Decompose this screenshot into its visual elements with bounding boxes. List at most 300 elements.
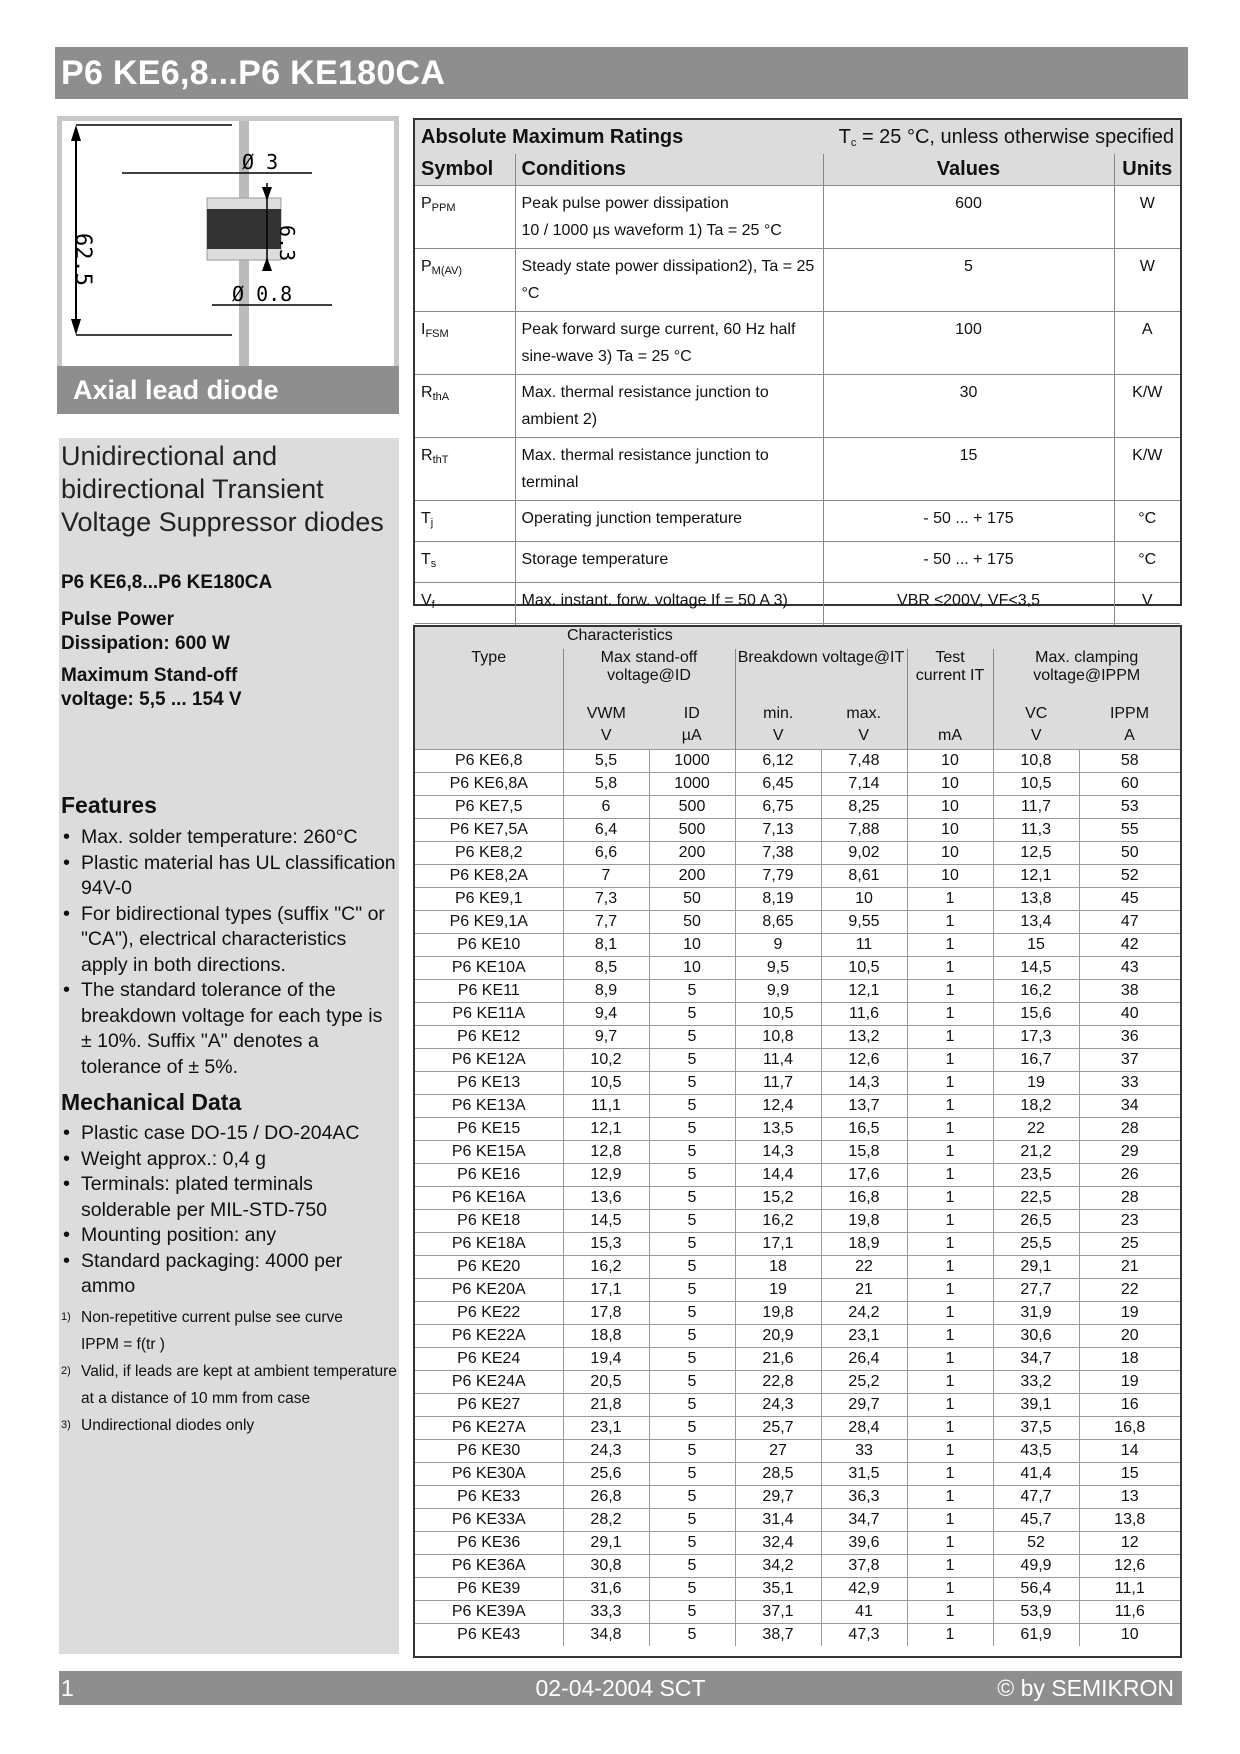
type-cell: P6 KE39A [415,1600,563,1623]
type-cell: P6 KE12A [415,1048,563,1071]
footer-date: 02-04-2004 SCT [535,1675,706,1701]
value-cell: 5 [649,1623,735,1646]
value-cell: 15 [1079,1462,1180,1485]
symbol-header: max. [821,705,907,727]
value-cell: 30,8 [563,1554,649,1577]
value-cell: 10 [907,841,993,864]
value-cell: 47,7 [993,1485,1079,1508]
value-cell: 11,7 [735,1071,821,1094]
diode-diagram-box [57,116,399,414]
value-cell: 13,6 [563,1186,649,1209]
value-cell: 1 [907,1393,993,1416]
value-cell: 26,4 [821,1347,907,1370]
value-cell: 22 [821,1255,907,1278]
unit-cell: V [1114,583,1180,624]
list-item: • Weight approx.: 0,4 g [61,1147,397,1173]
mechanical-list [61,1121,397,1300]
type-cell: P6 KE15 [415,1117,563,1140]
value-cell: 6,45 [735,772,821,795]
value-cell: 10 [649,956,735,979]
unit-cell: °C [1114,501,1180,542]
type-cell: P6 KE6,8 [415,749,563,772]
value-cell: 17,1 [735,1232,821,1255]
value-cell: 11,1 [563,1094,649,1117]
value-cell: 19 [1079,1301,1180,1324]
diagram-caption: Axial lead diode [57,366,399,414]
value-cell: 1 [907,1416,993,1439]
value-cell: 26,5 [993,1209,1079,1232]
table-title-row [415,120,1180,154]
value-cell: 600 [823,186,1114,249]
value-cell: 6,12 [735,749,821,772]
value-cell: 37,8 [821,1554,907,1577]
value-cell: 12,8 [563,1140,649,1163]
unit-header: V [821,727,907,749]
footnote [61,1412,397,1439]
value-cell: 10 [907,795,993,818]
symbol-header: ID [649,705,735,727]
value-cell: 55 [1079,818,1180,841]
list-item: • Mounting position: any [61,1223,397,1249]
type-cell: P6 KE43 [415,1623,563,1646]
value-cell: 11,6 [821,1002,907,1025]
footnote-number: 2) [61,1365,71,1377]
value-cell: 17,8 [563,1301,649,1324]
table-row [415,910,1180,933]
value-cell: 10,8 [735,1025,821,1048]
table-row [415,1577,1180,1600]
value-cell: 24,3 [563,1439,649,1462]
value-cell: 1 [907,1554,993,1577]
value-cell: 1 [907,1531,993,1554]
value-cell: 39,1 [993,1393,1079,1416]
page-number: 1 [61,1675,74,1701]
value-cell: 13,8 [1079,1508,1180,1531]
standoff-label: Maximum Stand-off [61,665,238,686]
value-cell: 60 [1079,772,1180,795]
symbol-header: VC [993,705,1079,727]
value-cell: 15 [823,438,1114,501]
type-cell: P6 KE8,2A [415,864,563,887]
table-row [415,312,1180,375]
footnote-number: 1) [61,1311,71,1323]
value-cell: 33 [821,1439,907,1462]
value-cell: 500 [649,795,735,818]
value-cell: 1 [907,1623,993,1646]
table-row [415,1347,1180,1370]
value-cell: 47,3 [821,1623,907,1646]
value-cell: 5 [649,1370,735,1393]
value-cell: 12 [1079,1531,1180,1554]
value-cell: 1 [907,1370,993,1393]
symbol-cell: $V_f$ [415,583,515,624]
value-cell: 23 [1079,1209,1180,1232]
value-cell: 35,1 [735,1577,821,1600]
value-cell: 5 [649,1117,735,1140]
value-cell: 7,79 [735,864,821,887]
footer-copyright: © by SEMIKRON [997,1675,1174,1701]
value-cell: 1 [907,933,993,956]
value-cell: 5,8 [563,772,649,795]
value-cell: 10 [1079,1623,1180,1646]
type-cell: P6 KE15A [415,1140,563,1163]
value-cell: 33,2 [993,1370,1079,1393]
table-row [415,772,1180,795]
value-cell: 1 [907,1324,993,1347]
conditions-cell: Max. thermal resistance junction to ambient 2) [515,375,823,438]
value-cell: 20,5 [563,1370,649,1393]
value-cell: 16,2 [563,1255,649,1278]
value-cell: 7,13 [735,818,821,841]
value-cell: 30 [823,375,1114,438]
dim-body-dia-label: Ø 3 [242,150,279,174]
value-cell: 49,9 [993,1554,1079,1577]
header-conditions: Conditions [515,154,823,186]
value-cell: 5 [649,1416,735,1439]
value-cell: 37,1 [735,1600,821,1623]
value-cell: 6,4 [563,818,649,841]
value-cell: 24,2 [821,1301,907,1324]
table-row [415,1209,1180,1232]
value-cell: 31,4 [735,1508,821,1531]
table-row [415,1462,1180,1485]
value-cell: 15,6 [993,1002,1079,1025]
table-row [415,1416,1180,1439]
conditions-cell: Storage temperature [515,542,823,583]
value-cell: 38 [1079,979,1180,1002]
value-cell: 11 [821,933,907,956]
value-cell: 9,9 [735,979,821,1002]
value-cell: 7,7 [563,910,649,933]
value-cell: 12,1 [993,864,1079,887]
table-row [415,749,1180,772]
value-cell: 5 [649,1324,735,1347]
value-cell: 23,1 [821,1324,907,1347]
diode-outline-svg [62,121,394,366]
type-cell: P6 KE10A [415,956,563,979]
footnote [61,1304,397,1331]
unit-cell: A [1114,312,1180,375]
value-cell: 1 [907,1347,993,1370]
value-cell: 5 [649,1071,735,1094]
value-cell: 43 [1079,956,1180,979]
type-cell: P6 KE27 [415,1393,563,1416]
type-cell: P6 KE7,5A [415,818,563,841]
value-cell: 12,5 [993,841,1079,864]
table-row [415,1025,1180,1048]
value-cell: 8,25 [821,795,907,818]
diode-band [207,209,281,249]
value-cell: 29,7 [821,1393,907,1416]
value-cell: 1 [907,1508,993,1531]
table-row [415,1255,1180,1278]
table-row [415,438,1180,501]
type-cell: P6 KE30A [415,1462,563,1485]
type-cell: P6 KE24 [415,1347,563,1370]
value-cell: 5 [649,1508,735,1531]
value-cell: 16 [1079,1393,1180,1416]
value-cell: 5 [649,1163,735,1186]
value-cell: 5 [649,1048,735,1071]
value-cell: 8,9 [563,979,649,1002]
value-cell: 6,75 [735,795,821,818]
value-cell: 10,5 [821,956,907,979]
value-cell: 14,5 [993,956,1079,979]
value-cell: 20,9 [735,1324,821,1347]
type-cell: P6 KE16A [415,1186,563,1209]
value-cell: 43,5 [993,1439,1079,1462]
type-cell: P6 KE13A [415,1094,563,1117]
mechanical-title: Mechanical Data [61,1089,242,1115]
value-cell: 1 [907,1071,993,1094]
value-cell: 11,3 [993,818,1079,841]
list-item: • The standard tolerance of the breakdown voltage for each type is ± 10%. Suffix "A" denotes a tolerance of ± 5%. [61,978,397,1080]
value-cell: 10 [821,887,907,910]
value-cell: 19 [993,1071,1079,1094]
list-item: • Standard packaging: 4000 per ammo [61,1249,397,1300]
table-row [415,1554,1180,1577]
value-cell: 29,1 [993,1255,1079,1278]
type-cell: P6 KE39 [415,1577,563,1600]
value-cell: 29,7 [735,1485,821,1508]
value-cell: 9,4 [563,1002,649,1025]
value-cell: 10,5 [563,1071,649,1094]
footnote-text: Non-repetitive current pulse see curve [81,1309,343,1326]
value-cell: 1 [907,1140,993,1163]
table-row [415,1163,1180,1186]
table-row [415,1623,1180,1646]
value-cell: 25,5 [993,1232,1079,1255]
standoff-value: voltage: 5,5 ... 154 V [61,689,242,710]
value-cell: 16,7 [993,1048,1079,1071]
value-cell: 45 [1079,887,1180,910]
value-cell: 10,5 [993,772,1079,795]
table-row [415,1600,1180,1623]
value-cell: 34,7 [821,1508,907,1531]
table-row [415,1002,1180,1025]
value-cell: 41 [821,1600,907,1623]
value-cell: 1 [907,1025,993,1048]
dim-body-len-label: 6.3 [275,225,299,262]
symbol-header: IPPM [1079,705,1180,727]
value-cell: 5 [649,1393,735,1416]
value-cell: 32,4 [735,1531,821,1554]
value-cell: 13,5 [735,1117,821,1140]
value-cell: 27 [735,1439,821,1462]
type-cell: P6 KE8,2 [415,841,563,864]
value-cell: 5 [649,1301,735,1324]
table-row [415,795,1180,818]
amr-title: Absolute Maximum Ratings [421,125,684,148]
table-row [415,1508,1180,1531]
value-cell: 5 [649,1439,735,1462]
value-cell: 1 [907,1600,993,1623]
value-cell: 100 [823,312,1114,375]
value-cell: 1 [907,1186,993,1209]
type-cell: P6 KE9,1A [415,910,563,933]
value-cell: 28,5 [735,1462,821,1485]
value-cell: 1 [907,1439,993,1462]
value-cell: 9,5 [735,956,821,979]
value-cell: 30,6 [993,1324,1079,1347]
table-row [415,1301,1180,1324]
type-cell: P6 KE33A [415,1508,563,1531]
value-cell: 16,2 [735,1209,821,1232]
value-cell: 34 [1079,1094,1180,1117]
value-cell: 11,7 [993,795,1079,818]
value-cell: 28,2 [563,1508,649,1531]
value-cell: 15 [993,933,1079,956]
symbol-header: min. [735,705,821,727]
characteristics-table [413,625,1182,1658]
type-cell: P6 KE16 [415,1163,563,1186]
value-cell: 1 [907,1209,993,1232]
value-cell: 15,2 [735,1186,821,1209]
value-cell: 23,1 [563,1416,649,1439]
amr-condition: $T_c = 25$ °C, unless otherwise specified [838,125,1174,149]
value-cell: 21 [821,1278,907,1301]
value-cell: 21,6 [735,1347,821,1370]
value-cell: 18,9 [821,1232,907,1255]
value-cell: 10 [907,818,993,841]
value-cell: 19 [1079,1370,1180,1393]
left-panel [59,438,399,1654]
unit-cell: W [1114,249,1180,312]
table-row [415,818,1180,841]
header-values: Values [823,154,1114,186]
value-cell: 37 [1079,1048,1180,1071]
type-cell: P6 KE22 [415,1301,563,1324]
value-cell: 18,8 [563,1324,649,1347]
list-item: • For bidirectional types (suffix "C" or "CA"), electrical characteristics apply in both directions. [61,902,397,979]
value-cell: 13,7 [821,1094,907,1117]
value-cell: 25,6 [563,1462,649,1485]
value-cell: 7,3 [563,887,649,910]
symbol-header [907,705,993,727]
table-header-row [415,154,1180,186]
value-cell: 8,1 [563,933,649,956]
value-cell: 14,3 [735,1140,821,1163]
arrow-icon [71,125,81,141]
value-cell: 1000 [649,772,735,795]
value-cell: 22 [993,1117,1079,1140]
value-cell: 53,9 [993,1600,1079,1623]
value-cell: 12,4 [735,1094,821,1117]
value-cell: 31,9 [993,1301,1079,1324]
value-cell: 10 [907,772,993,795]
value-cell: 16,5 [821,1117,907,1140]
diode-drawing [62,121,394,366]
page-title: P6 KE6,8...P6 KE180CA [61,54,446,92]
features-title: Features [61,792,157,818]
pulse-power-label: Pulse Power [61,609,174,630]
value-cell: 21,8 [563,1393,649,1416]
value-cell: 9,7 [563,1025,649,1048]
col-standoff: Max stand-off voltage@ID [563,649,735,705]
value-cell: 52 [1079,864,1180,887]
value-cell: 45,7 [993,1508,1079,1531]
features-list [61,825,397,1080]
table-row [415,1186,1180,1209]
unit-cell: K/W [1114,375,1180,438]
value-cell: 13,8 [993,887,1079,910]
value-cell: 37,5 [993,1416,1079,1439]
value-cell: 26,8 [563,1485,649,1508]
table-row [415,1324,1180,1347]
value-cell: 1 [907,1002,993,1025]
value-cell: VBR ≤200V, VF<3,5 [823,583,1114,624]
footnotes [61,1304,397,1439]
product-description: Unidirectional and bidirectional Transient Voltage Suppressor diodes [61,441,384,537]
value-cell: 5 [649,1462,735,1485]
value-cell: 39,6 [821,1531,907,1554]
unit-header: V [563,727,649,749]
value-cell: 13,4 [993,910,1079,933]
list-item: • Plastic case DO-15 / DO-204AC [61,1121,397,1147]
value-cell: 6 [563,795,649,818]
type-cell: P6 KE27A [415,1416,563,1439]
col-clamping: Max. clamping voltage@IPPM [993,649,1180,705]
value-cell: 5 [823,249,1114,312]
table-row [415,956,1180,979]
value-cell: 19 [735,1278,821,1301]
type-cell: P6 KE13 [415,1071,563,1094]
value-cell: - 50 ... + 175 [823,501,1114,542]
table-row [415,1048,1180,1071]
footnote [61,1358,397,1412]
value-cell: 40 [1079,1002,1180,1025]
value-cell: 21 [1079,1255,1180,1278]
value-cell: 31,5 [821,1462,907,1485]
value-cell: 18,2 [993,1094,1079,1117]
value-cell: 34,8 [563,1623,649,1646]
value-cell: 7 [563,864,649,887]
type-cell: P6 KE36A [415,1554,563,1577]
value-cell: 11,1 [1079,1577,1180,1600]
type-cell: P6 KE7,5 [415,795,563,818]
value-cell: 1 [907,1163,993,1186]
table-row [415,979,1180,1002]
value-cell: 28 [1079,1186,1180,1209]
footnote-text: Valid, if leads are kept at ambient temperature at a distance of 10 mm from case [81,1363,397,1407]
value-cell: 34,2 [735,1554,821,1577]
type-cell: P6 KE20 [415,1255,563,1278]
value-cell: 1 [907,887,993,910]
value-cell: 6,6 [563,841,649,864]
value-cell: 5 [649,1278,735,1301]
symbol-cell: $T_s$ [415,542,515,583]
type-cell: P6 KE22A [415,1324,563,1347]
value-cell: 18 [1079,1347,1180,1370]
value-cell: 19,8 [735,1301,821,1324]
table-row [415,1439,1180,1462]
unit-header: A [1079,727,1180,749]
type-cell: P6 KE11A [415,1002,563,1025]
table-row [415,1117,1180,1140]
value-cell: 34,7 [993,1347,1079,1370]
value-cell: 50 [649,910,735,933]
value-cell: 1000 [649,749,735,772]
value-cell: 33 [1079,1071,1180,1094]
value-cell: 1 [907,1232,993,1255]
value-cell: 17,3 [993,1025,1079,1048]
value-cell: 29 [1079,1140,1180,1163]
table-row [415,1071,1180,1094]
value-cell: 14 [1079,1439,1180,1462]
value-cell: 5 [649,1485,735,1508]
value-cell: - 50 ... + 175 [823,542,1114,583]
value-cell: 9,55 [821,910,907,933]
